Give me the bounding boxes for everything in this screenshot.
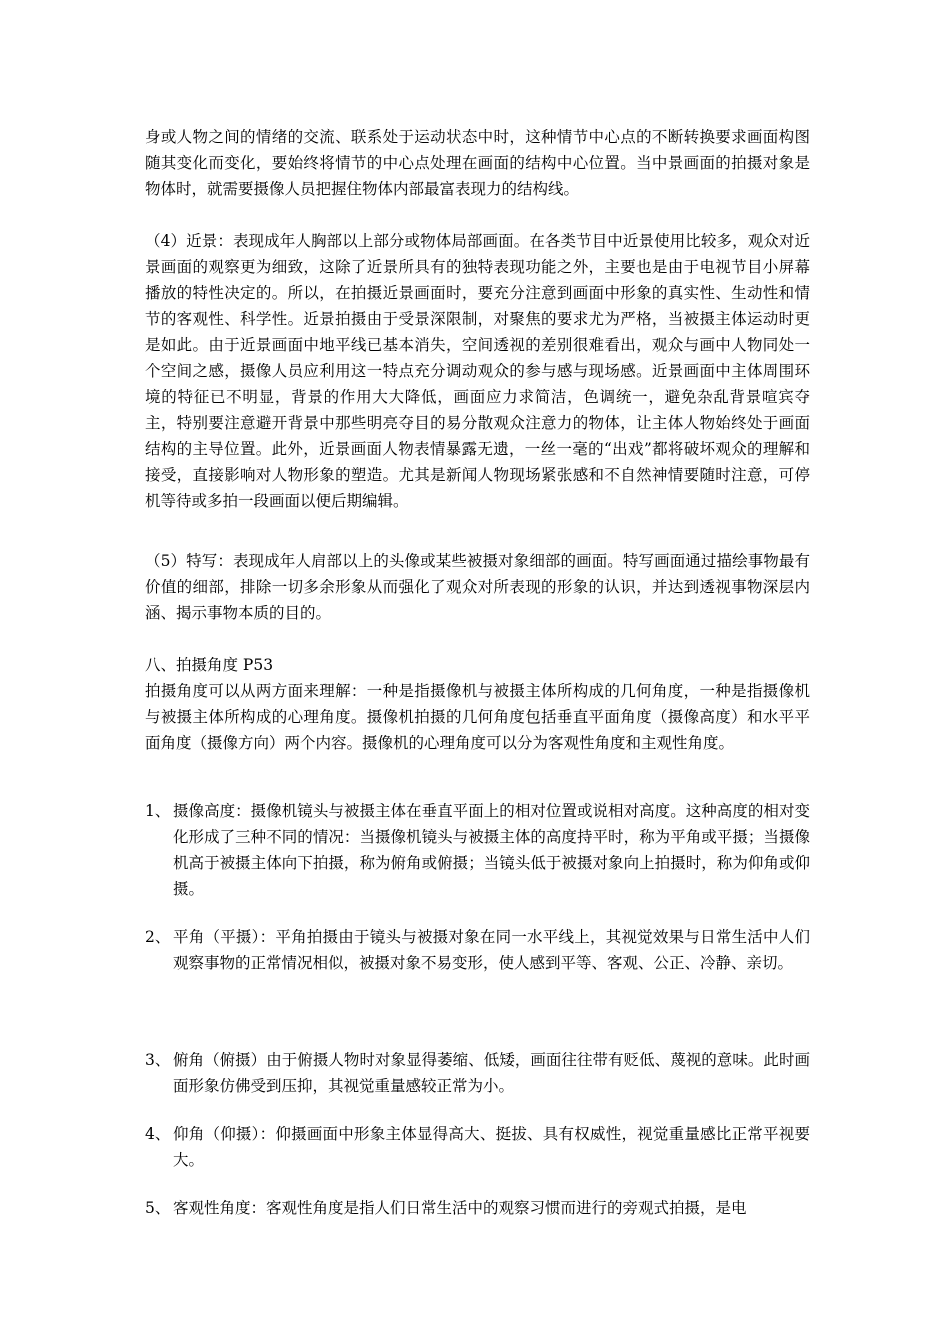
- paragraph-medium-shot-continued: 身或人物之间的情绪的交流、联系处于运动状态中时，这种情节中心点的不断转换要求画面构图随其变化而变化，要始终将情节的中心点处理在画面的结构中心位置。当中景画面的拍摄对象是物体时，就需要摄像人员把握住物体内部最富表现力的结构线。: [145, 128, 810, 198]
- list-item-text: 平角（平摄）：平角拍摄由于镜头与被摄对象在同一水平线上，其视觉效果与日常生活中人们观察事物的正常情况相似，被摄对象不易变形，使人感到平等、客观、公正、冷静、亲切。: [173, 928, 810, 972]
- list-item-number: 5、: [145, 1199, 171, 1217]
- list-item-high-angle: [145, 1047, 810, 1099]
- paragraph-close-shot: （4）近景：表现成年人胸部以上部分或物体局部画面。在各类节目中近景使用比较多，观众对近景画面的观察更为细致，这除了近景所具有的独特表现功能之外，主要也是由于电视节目小屏幕播放的特性决定的。所以，在拍摄近景画面时，要充分注意到画面中形象的真实性、生动性和情节的客观性、科学性。近景拍摄由于受景深限制，对聚焦的要求尤为严格，当被摄主体运动时更是如此。由于近景画面中地平线已基本消失，空间透视的差别很难看出，观众与画中人物同处一个空间之感，摄像人员应利用这一特点充分调动观众的参与感与现场感。近景画面中主体周围环境的特征已不明显，背景的作用大大降低，画面应力求简洁，色调统一，避免杂乱背景喧宾夺主，特别要注意避开背景中那些明亮夺目的易分散观众注意力的物体，让主体人物始终处于画面结构的主导位置。此外，近景画面人物表情暴露无遗，一丝一毫的“出戏”都将破坏观众的理解和接受，直接影响对人物形象的塑造。尤其是新闻人物现场紧张感和不自然神情要随时注意，可停机等待或多拍一段画面以便后期编辑。: [145, 232, 810, 510]
- list-item-number: 3、: [145, 1051, 171, 1069]
- section-heading-shooting-angle: 八、拍摄角度 P53: [145, 656, 274, 674]
- list-item-camera-height: [145, 798, 810, 902]
- list-item-low-angle: [145, 1121, 810, 1173]
- list-item-text: 仰角（仰摄）：仰摄画面中形象主体显得高大、挺拔、具有权威性，视觉重量感比正常平视要大。: [173, 1125, 810, 1169]
- list-item-text: 俯角（俯摄）由于俯摄人物时对象显得萎缩、低矮，画面往往带有贬低、蔑视的意味。此时画面形象仿佛受到压抑，其视觉重量感较正常为小。: [173, 1051, 810, 1095]
- list-item-level-angle: [145, 924, 810, 976]
- list-item-objective-angle: [145, 1195, 810, 1221]
- list-item-text: 客观性角度：客观性角度是指人们日常生活中的观察习惯而进行的旁观式拍摄，是电: [173, 1199, 747, 1217]
- list-item-number: 1、: [145, 802, 171, 820]
- paragraph-shooting-angle-intro: 拍摄角度可以从两方面来理解：一种是指摄像机与被摄主体所构成的几何角度，一种是指摄像机与被摄主体所构成的心理角度。摄像机拍摄的几何角度包括垂直平面角度（摄像高度）和水平平面角度（摄像方向）两个内容。摄像机的心理角度可以分为客观性角度和主观性角度。: [145, 682, 810, 752]
- list-item-number: 2、: [145, 928, 171, 946]
- paragraph-close-up: （5）特写：表现成年人肩部以上的头像或某些被摄对象细部的画面。特写画面通过描绘事物最有价值的细部，排除一切多余形象从而强化了观众对所表现的形象的认识，并达到透视事物深层内涵、揭示事物本质的目的。: [145, 552, 810, 622]
- list-item-text: 摄像高度：摄像机镜头与被摄主体在垂直平面上的相对位置或说相对高度。这种高度的相对变化形成了三种不同的情况：当摄像机镜头与被摄主体的高度持平时，称为平角或平摄；当摄像机高于被摄主体向下拍摄，称为俯角或俯摄；当镜头低于被摄对象向上拍摄时，称为仰角或仰摄。: [173, 802, 810, 898]
- list-item-number: 4、: [145, 1125, 171, 1143]
